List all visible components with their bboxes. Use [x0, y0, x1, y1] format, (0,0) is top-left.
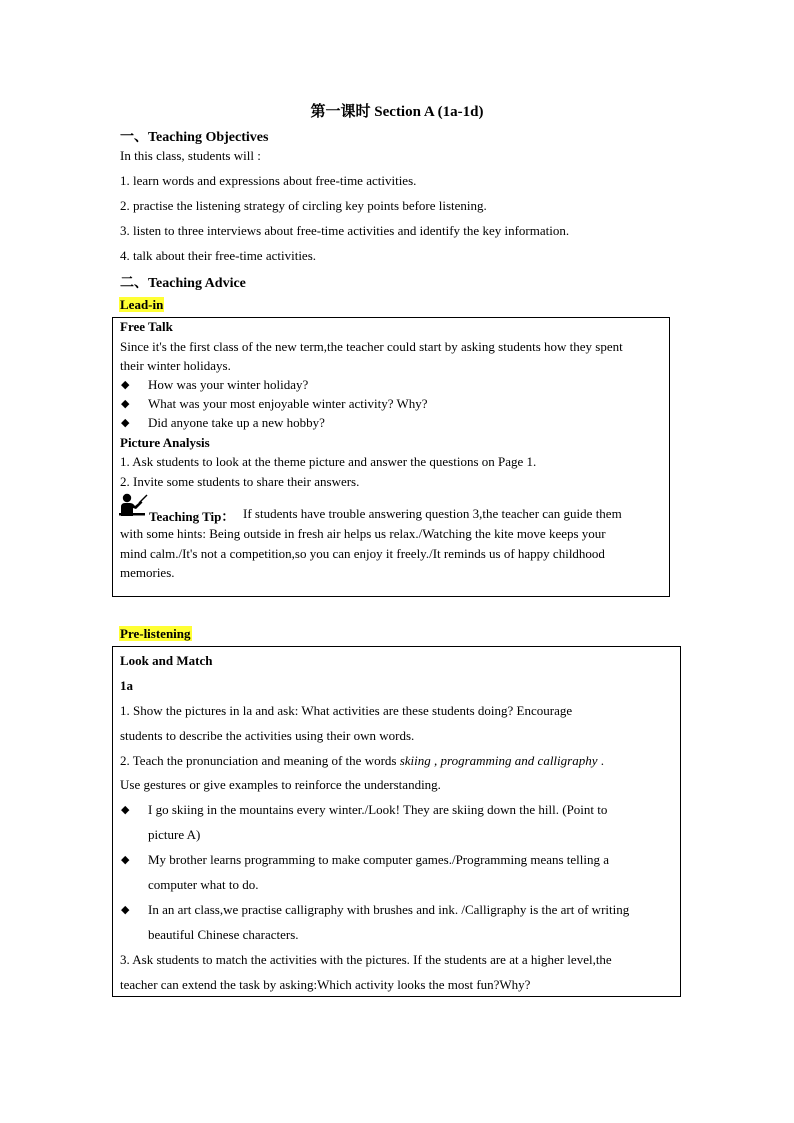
step-text: teacher can extend the task by asking:Which activity looks the most fun?Why? [120, 977, 531, 992]
picture-step: 2. Invite some students to share their answers. [120, 474, 360, 489]
teaching-tip-text: memories. [120, 565, 175, 580]
teaching-tip-text: If students have trouble answering question 3,the teacher can guide them [243, 506, 622, 521]
objectives-heading: 一、Teaching Objectives [120, 130, 269, 145]
picture-analysis-heading: Picture Analysis [120, 435, 210, 450]
bullet-icon: ◆ [121, 854, 130, 866]
pre-listening-label: Pre-listening [120, 626, 191, 641]
free-talk-text: their winter holidays. [120, 358, 231, 373]
bullet-icon: ◆ [121, 804, 130, 816]
bullet-icon: ◆ [121, 379, 130, 391]
teaching-tip-text: mind calm./It's not a competition,so you can enjoy it freely./It reminds us of happy childhood [120, 546, 605, 561]
free-talk-heading: Free Talk [120, 319, 173, 334]
bullet-icon: ◆ [121, 417, 130, 429]
objective-item: 2. practise the listening strategy of circling key points before listening. [120, 198, 487, 213]
teaching-tip-label: Teaching Tip： [149, 509, 235, 524]
lead-in-label: Lead-in [120, 297, 164, 312]
page-title: 第一课时 Section A (1a-1d) [310, 104, 484, 120]
step-text: 2. Teach the pronunciation and meaning of the words skiing , programming and calligraphy . [120, 753, 604, 768]
example-item: In an art class,we practise calligraphy with brushes and ink. /Calligraphy is the art of writing [148, 902, 630, 917]
step-text: 3. Ask students to match the activities with the pictures. If the students are at a higher level,the [120, 952, 612, 967]
picture-step: 1. Ask students to look at the theme picture and answer the questions on Page 1. [120, 454, 537, 469]
question-item: What was your most enjoyable winter activity? Why? [148, 396, 428, 411]
question-item: How was your winter holiday? [148, 377, 309, 392]
free-talk-text: Since it's the first class of the new term,the teacher could start by asking students how they spent [120, 339, 623, 354]
bullet-icon: ◆ [121, 904, 130, 916]
step-text: 1. Show the pictures in la and ask: What activities are these students doing? Encourage [120, 703, 573, 718]
look-and-match-heading: Look and Match [120, 653, 213, 668]
objectives-intro: In this class, students will : [120, 148, 261, 163]
example-item: I go skiing in the mountains every winter./Look! They are skiing down the hill. (Point to [148, 802, 608, 817]
question-item: Did anyone take up a new hobby? [148, 415, 325, 430]
example-item: beautiful Chinese characters. [148, 927, 299, 942]
objective-item: 3. listen to three interviews about free-time activities and identify the key information. [120, 223, 570, 238]
teaching-tip-text: with some hints: Being outside in fresh air helps us relax./Watching the kite move keeps your [120, 526, 606, 541]
teacher-icon [119, 493, 149, 517]
step-text: Use gestures or give examples to reinforce the understanding. [120, 777, 441, 792]
step-text: students to describe the activities using their own words. [120, 728, 415, 743]
bullet-icon: ◆ [121, 398, 130, 410]
advice-heading: 二、Teaching Advice [120, 276, 246, 291]
example-item: computer what to do. [148, 877, 259, 892]
objective-item: 1. learn words and expressions about free-time activities. [120, 173, 417, 188]
activity-number: 1a [120, 678, 133, 693]
pre-listening-box [112, 646, 681, 997]
objective-item: 4. talk about their free-time activities. [120, 248, 317, 263]
example-item: picture A) [148, 827, 201, 842]
example-item: My brother learns programming to make computer games./Programming means telling a [148, 852, 610, 867]
